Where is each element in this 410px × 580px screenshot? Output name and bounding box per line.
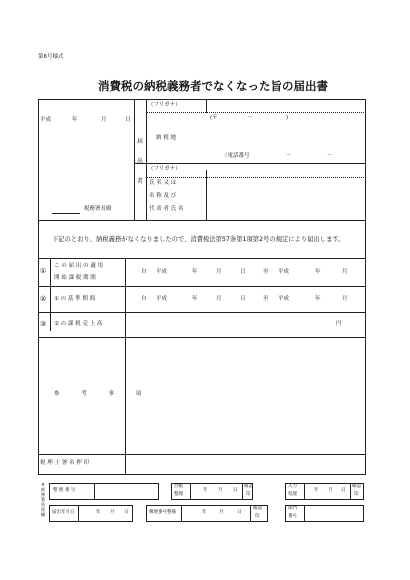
form-title: 消費税の納税義務者でなくなった旨の届出書 [98,79,328,93]
daicho-day: 日 [233,488,238,493]
row2-year-2: 年 [315,296,321,302]
daicho-confirm-1: 確認 [244,484,253,489]
dept-label-1: 部門 [288,506,297,511]
input-year: 年 [314,488,319,493]
name-label-line-1: 氏 名 又 は [149,180,177,186]
date-month: 月 [101,117,107,123]
office-use-side-label: ※税務署処理欄 [41,482,45,517]
row1-label-line-2: 開 始 課 税 期 間 [54,275,96,281]
row1-era: 平成 [156,269,168,275]
postal-dash: － [247,115,253,121]
name-label-line-2: 名 称 及 び [149,193,177,199]
seiri-label: 整 理 番 号 [53,488,76,493]
row3-number: ③ [40,320,47,328]
row1-era-2: 平成 [278,269,290,275]
remarks-field[interactable] [130,342,360,450]
postal-open: (〒 [210,115,218,121]
furigana-label: （フリガナ） [148,102,181,108]
tax-office-blank[interactable] [52,213,80,214]
mail-confirm-1: 確認 [253,506,262,511]
row2-year: 年 [192,296,198,302]
tax-accountant-field[interactable] [130,457,360,472]
seiri-number-field[interactable] [96,485,156,498]
daicho-confirm-2: 印 [246,492,251,497]
input-day: 日 [341,488,346,493]
address-label: 納 税 地 [156,135,176,141]
mail-confirm-2: 印 [255,514,260,519]
row1-from: 自 [141,269,147,275]
row2-to: 至 [263,296,269,302]
daicho-label-2: 整理 [174,492,183,497]
row1-label-line-1: こ の 届 出 の 適 用 [54,263,103,269]
mail-year: 年 [202,510,207,515]
furigana-label-2: （フリガナ） [148,166,181,172]
row2-day: 日 [240,296,246,302]
input-confirm-1: 確認 [352,484,361,489]
daicho-label-1: 台帳 [174,484,183,489]
daicho-month: 月 [218,488,223,493]
row1-month: 月 [216,269,222,275]
row2-from: 自 [141,296,147,302]
date-day: 日 [125,117,131,123]
tax-accountant-label: 税 理 士 署 名 押 印 [40,460,89,466]
row3-amount-field[interactable] [130,315,330,333]
received-year: 年 [96,510,101,515]
row2-era-2: 平成 [278,296,290,302]
remarks-label: 参 考 事 項 [54,391,152,397]
form-number: 第6号様式 [38,54,64,60]
row1-year: 年 [192,269,198,275]
tax-office-suffix: 税務署長殿 [84,206,112,212]
daicho-year: 年 [203,488,208,493]
date-era: 平成 [40,117,52,123]
received-label: 届出年月日 [52,510,75,515]
postal-close: ) [286,115,289,121]
name-label-line-3: 代 表 者 氏 名 [149,206,184,212]
row2-month: 月 [216,296,222,302]
dept-number-field[interactable] [306,507,362,520]
row1-day: 日 [240,269,246,275]
row2-month-2: 月 [342,296,348,302]
row2-number: ② [40,295,47,303]
row3-label: ② の 課 税 売 上 高 [54,321,103,327]
row2-label: ① の 基 準 期 間 [54,296,96,302]
mail-label: 郵便番号整備 [149,510,176,515]
mail-day: 日 [237,510,242,515]
input-label-2: 処理 [288,492,297,497]
row1-number: ① [40,267,47,275]
phone-dash-2: － [327,153,333,159]
date-year: 年 [72,117,78,123]
mail-month: 月 [219,510,224,515]
received-day: 日 [124,510,129,515]
row1-month-2: 月 [342,269,348,275]
row2-era: 平成 [156,296,168,302]
received-month: 月 [110,510,115,515]
row1-year-2: 年 [315,269,321,275]
input-label-1: 入力 [288,484,297,489]
dept-label-2: 番号 [288,514,297,519]
phone-dash-1: － [286,153,292,159]
notifier-group-label: 届出者 [136,138,143,185]
input-confirm-2: 印 [354,492,359,497]
statement-text: 下記のとおり、納税義務がなくなりましたので、消費税法第57条第1項第2号の規定により届出します。 [52,236,345,243]
row1-to: 至 [263,269,269,275]
input-month: 月 [328,488,333,493]
name-field[interactable] [210,180,360,218]
row3-unit: 円 [336,321,342,327]
address-field[interactable] [210,125,360,147]
phone-label: （電話番号 [222,153,250,159]
